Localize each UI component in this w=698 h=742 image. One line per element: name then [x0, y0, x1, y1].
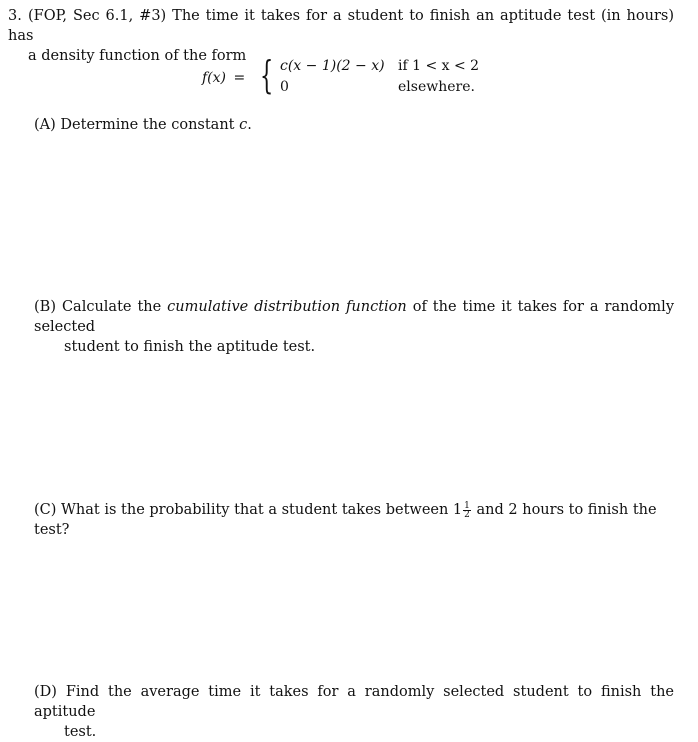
part-a-variable: c [239, 117, 248, 133]
problem-stem-line1 [8, 6, 678, 46]
part-b-line2: student to finish the aptitude test. [64, 339, 316, 355]
part-a-label: (A) [34, 117, 56, 133]
formula-lhs [202, 70, 245, 86]
fraction-denominator: 2 [464, 509, 470, 520]
problem-stem-line2: a density function of the form [28, 48, 247, 64]
part-c-text-pre: What is the probability that a student takes between 1 [61, 502, 463, 518]
part-d-text: Find the average time it takes for a randomly selected student to finish the aptitude [34, 684, 674, 720]
problem-stem-text: (FOP, Sec 6.1, #3) The time it takes for a student to finish an aptitude test (in hours) has [8, 8, 674, 44]
part-b-line1 [34, 297, 674, 337]
part-b-emphasis: cumulative distribution function [167, 299, 407, 315]
part-a [34, 115, 674, 135]
part-b-text-post: of the time it takes for a randomly selected [34, 299, 675, 335]
part-a-text: Determine the constant [60, 117, 235, 133]
part-b-label: (B) [34, 299, 56, 315]
formula-equals: = [233, 70, 246, 86]
problem-statement [8, 6, 678, 66]
one-half-fraction [463, 502, 471, 519]
fraction-numerator: 1 [464, 500, 470, 511]
part-d-line2: test. [64, 724, 97, 740]
part-c [34, 500, 674, 540]
part-c-text-post: and 2 hours to finish the test? [34, 502, 657, 538]
part-d-label: (D) [34, 684, 57, 700]
density-function-formula [202, 53, 502, 100]
part-a-period: . [247, 117, 252, 133]
problem-number: 3. [8, 8, 22, 24]
formula-case1-expression: c(x − 1)(2 − x) [280, 58, 385, 74]
formula-left-brace: { [260, 53, 274, 97]
formula-case2-condition: elsewhere. [398, 79, 475, 95]
part-d-line1 [34, 682, 674, 722]
formula-lhs-symbol: f(x) [202, 70, 227, 86]
part-c-label: (C) [34, 502, 57, 518]
formula-case1-condition: if 1 < x < 2 [398, 58, 480, 74]
part-d [34, 682, 674, 742]
part-b [34, 297, 674, 357]
part-b-text-pre: Calculate the [61, 299, 162, 315]
formula-case2-expression: 0 [280, 79, 289, 95]
